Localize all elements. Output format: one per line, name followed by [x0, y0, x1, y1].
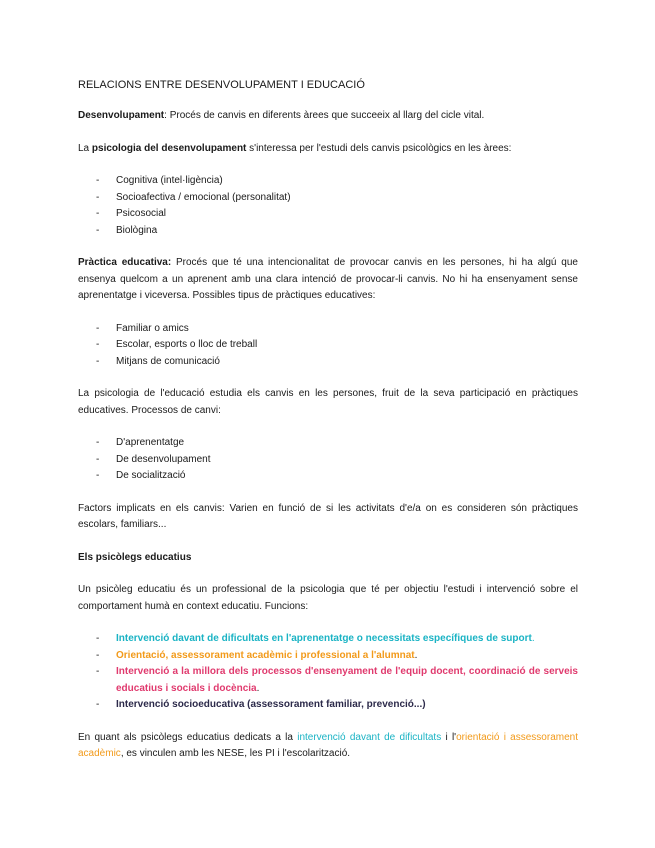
closing-paragraph	[78, 730, 578, 763]
psicoleg-definition: Un psicòleg educatiu és un professional de la psicologia que té per objectiu l'estudi i intervenció sobre el comportament humà en context educatiu. Funcions:	[78, 584, 578, 612]
practica-educativa-paragraph	[78, 255, 578, 305]
list-item: - De socialització	[78, 468, 578, 485]
psicolegs-heading-text: Els psicòlegs educatius	[78, 551, 192, 563]
factors-paragraph: Factors implicats en els canvis: Varien en funció de si les activitats d'e/a on es consideren són pràctiques escolars, familiars...	[78, 502, 578, 530]
list-item: - Biològina	[78, 223, 578, 240]
psicologia-educacio-paragraph: La psicologia de l'educació estudia els canvis en les persones, fruit de la seva participació en pràctiques educatives. Processos de canvi:	[78, 388, 578, 416]
tipus-practiques-list	[78, 321, 578, 371]
document-page	[78, 78, 578, 763]
funcions-list	[78, 631, 578, 714]
list-item: - Familiar o amics	[78, 321, 578, 338]
closing-highlight-intervencio: intervenció davant de dificultats	[297, 731, 442, 743]
closing-part2: i l'	[441, 731, 457, 743]
practica-term: Pràctica educativa:	[78, 257, 172, 268]
funcio-text: Intervenció davant de dificultats en l'aprenentatge o necessitats específiques de suport	[116, 633, 532, 644]
document-title: RELACIONS ENTRE DESENVOLUPAMENT I EDUCACIÓ	[78, 79, 365, 91]
psicologia-desenvolupament-paragraph	[78, 141, 578, 158]
closing-part3: , es vinculen amb les NESE, les PI i l'escolarització.	[120, 748, 351, 759]
desenvolupament-term: Desenvolupament	[78, 110, 165, 121]
list-item	[78, 648, 578, 665]
funcio-suffix: .	[256, 682, 260, 694]
funcio-text: Orientació, assessorament acadèmic i professional a l'alumnat	[116, 649, 415, 661]
psicologia-text: s'interessa per l'estudi dels canvis psicològics en les àrees:	[246, 142, 512, 154]
funcio-text: Intervenció socioeducativa (assessorament familiar, prevenció...)	[116, 699, 426, 710]
list-item: - Mitjans de comunicació	[78, 354, 578, 371]
psicolegs-heading	[78, 550, 578, 567]
list-item	[78, 631, 578, 648]
list-item: - D'aprenentatge	[78, 435, 578, 452]
list-item	[78, 664, 578, 697]
funcio-suffix: .	[531, 633, 535, 644]
arees-list	[78, 173, 578, 239]
psicologia-term: psicologia del desenvolupament	[91, 142, 247, 154]
closing-part1: En quant als psicòlegs educatius dedicats a la	[78, 731, 298, 743]
list-item: - De desenvolupament	[78, 452, 578, 469]
list-item: - Escolar, esports o lloc de treball	[78, 337, 578, 354]
funcio-text: Intervenció a la millora dels processos d'ensenyament de l'equip docent, coordinació de serveis educatius i socials i docència	[116, 666, 578, 694]
practica-text: Procés que té una intencionalitat de provocar canvis en les persones, hi ha algú que ensenya quelcom a un aprenent amb una clara intenció de provocar-li canvis. No hi ha ensenyament sense aprenentatge i viceversa. Possibles tipus de pràctiques educatives:	[78, 257, 578, 301]
processos-list	[78, 435, 578, 485]
list-item: - Psicosocial	[78, 206, 578, 223]
funcio-suffix: .	[414, 649, 418, 661]
list-item	[78, 697, 578, 714]
list-item: - Cognitiva (intel·ligència)	[78, 173, 578, 190]
closing-highlight-orientacio: orientació i assessorament acadèmic	[78, 731, 578, 759]
desenvolupament-text: : Procés de canvis en diferents àrees que succeeix al llarg del cicle vital.	[164, 110, 485, 121]
desenvolupament-definition	[78, 108, 578, 125]
psicologia-prefix: La	[78, 142, 92, 154]
list-item: - Socioafectiva / emocional (personalitat)	[78, 190, 578, 207]
